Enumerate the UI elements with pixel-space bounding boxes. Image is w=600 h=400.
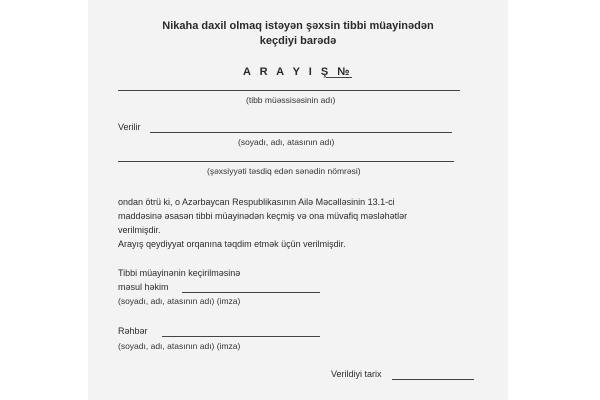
issued-caption: (soyadı, adı, atasının adı) <box>238 137 335 147</box>
document-title-line1: Nikaha daxil olmaq istəyən şəxsin tibbi müayinədən <box>162 20 434 32</box>
body-line2: maddəsinə əsasən tibbi müayinədən keçmiş və ona müvafiq məsləhətlər <box>118 211 408 221</box>
doctor-signature-line <box>182 292 320 293</box>
body-line3: verilmişdir. <box>118 225 161 235</box>
doctor-label-line1: Tibbi müayinənin keçirilməsinə <box>118 268 241 278</box>
institution-caption: (tibb müəssisəsinin adı) <box>246 95 336 105</box>
document-page <box>88 0 508 400</box>
issued-label: Verilir <box>118 122 141 132</box>
issued-name-line <box>150 132 452 133</box>
certificate-number-line <box>326 77 352 78</box>
body-line1: ondan ötrü ki, o Azərbaycan Respublikasının Ailə Məcəlləsinin 13.1-ci <box>118 197 395 207</box>
document-heading: A R A Y I Ş № <box>243 66 353 78</box>
head-label: Rəhbər <box>118 326 148 336</box>
id-doc-caption: (şəxsiyyəti təsdiq edən sənədin nömrəsi) <box>207 166 361 176</box>
head-signature-line <box>162 336 320 337</box>
body-line4: Arayış qeydiyyat orqanına təqdim etmək üçün verilmişdir. <box>118 239 346 249</box>
date-line <box>392 379 474 380</box>
document-title-line2: keçdiyi barədə <box>259 35 337 47</box>
doctor-label-line2: məsul həkim <box>118 282 169 292</box>
institution-line <box>118 90 460 91</box>
doctor-caption: (soyadı, adı, atasının adı) (imza) <box>118 296 241 306</box>
date-label: Verildiyi tarix <box>331 369 382 379</box>
head-caption: (soyadı, adı, atasının adı) (imza) <box>118 341 241 351</box>
id-doc-line <box>118 161 454 162</box>
